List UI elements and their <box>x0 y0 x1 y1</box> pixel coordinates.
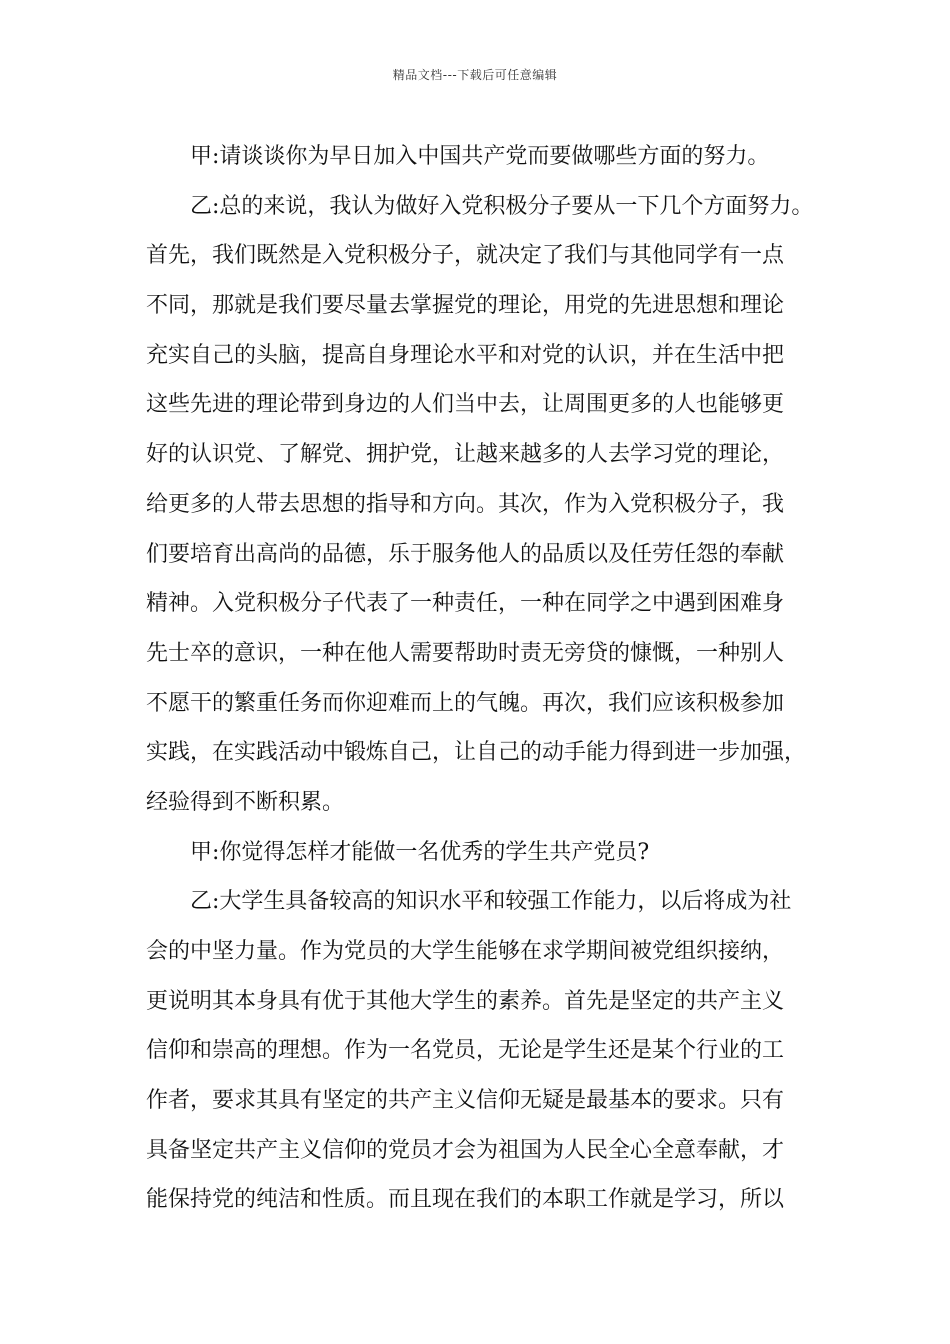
text-line: 们要培育出高尚的品德，乐于服务他人的品质以及任劳任怨的奉献 <box>146 541 785 567</box>
text-line: 精神。入党积极分子代表了一种责任，一种在同学之中遇到困难身 <box>146 591 785 617</box>
text-line: 信仰和崇高的理想。作为一名党员，无论是学生还是某个行业的工 <box>146 1038 785 1064</box>
text-line: 好的认识党、了解党、拥护党，让越来越多的人去学习党的理论， <box>146 442 785 468</box>
text-line: 先士卒的意识，一种在他人需要帮助时责无旁贷的慷慨，一种别人 <box>146 640 785 666</box>
text-line: 实践，在实践活动中锻炼自己，让自己的动手能力得到进一步加强， <box>146 740 807 766</box>
text-line: 更说明其本身具有优于其他大学生的素养。首先是坚定的共产主义 <box>146 988 785 1014</box>
text-line: 甲:请谈谈你为早日加入中国共产党而要做哪些方面的努力。 <box>190 144 770 169</box>
document-body <box>146 132 814 1225</box>
text-line: 能保持党的纯洁和性质。而且现在我们的本职工作就是学习，所以 <box>146 1187 785 1213</box>
text-line: 具备坚定共产主义信仰的党员才会为祖国为人民全心全意奉献，才 <box>146 1137 785 1163</box>
text-line: 充实自己的头脑，提高自身理论水平和对党的认识，并在生活中把 <box>146 342 785 368</box>
text-line: 作者，要求其具有坚定的共产主义信仰无疑是最基本的要求。只有 <box>146 1088 785 1114</box>
text-line: 不同，那就是我们要尽量去掌握党的理论，用党的先进思想和理论 <box>146 293 785 319</box>
text-line: 首先，我们既然是入党积极分子，就决定了我们与其他同学有一点 <box>146 243 785 269</box>
text-line: 会的中坚力量。作为党员的大学生能够在求学期间被党组织接纳， <box>146 939 785 964</box>
page-header: 精品文档---下载后可任意编辑 <box>392 68 558 82</box>
text-line: 乙:总的来说，我认为做好入党积极分子要从一下几个方面努力。 <box>190 193 814 219</box>
text-line: 经验得到不断积累。 <box>146 789 345 815</box>
text-line: 不愿干的繁重任务而你迎难而上的气魄。再次，我们应该积极参加 <box>146 690 785 716</box>
text-line: 乙:大学生具备较高的知识水平和较强工作能力，以后将成为社 <box>190 889 792 915</box>
text-line: 这些先进的理论带到身边的人们当中去，让周围更多的人也能够更 <box>146 392 785 418</box>
text-line: 甲:你觉得怎样才能做一名优秀的学生共产党员? <box>190 839 650 865</box>
text-line: 给更多的人带去思想的指导和方向。其次，作为入党积极分子，我 <box>146 491 785 517</box>
